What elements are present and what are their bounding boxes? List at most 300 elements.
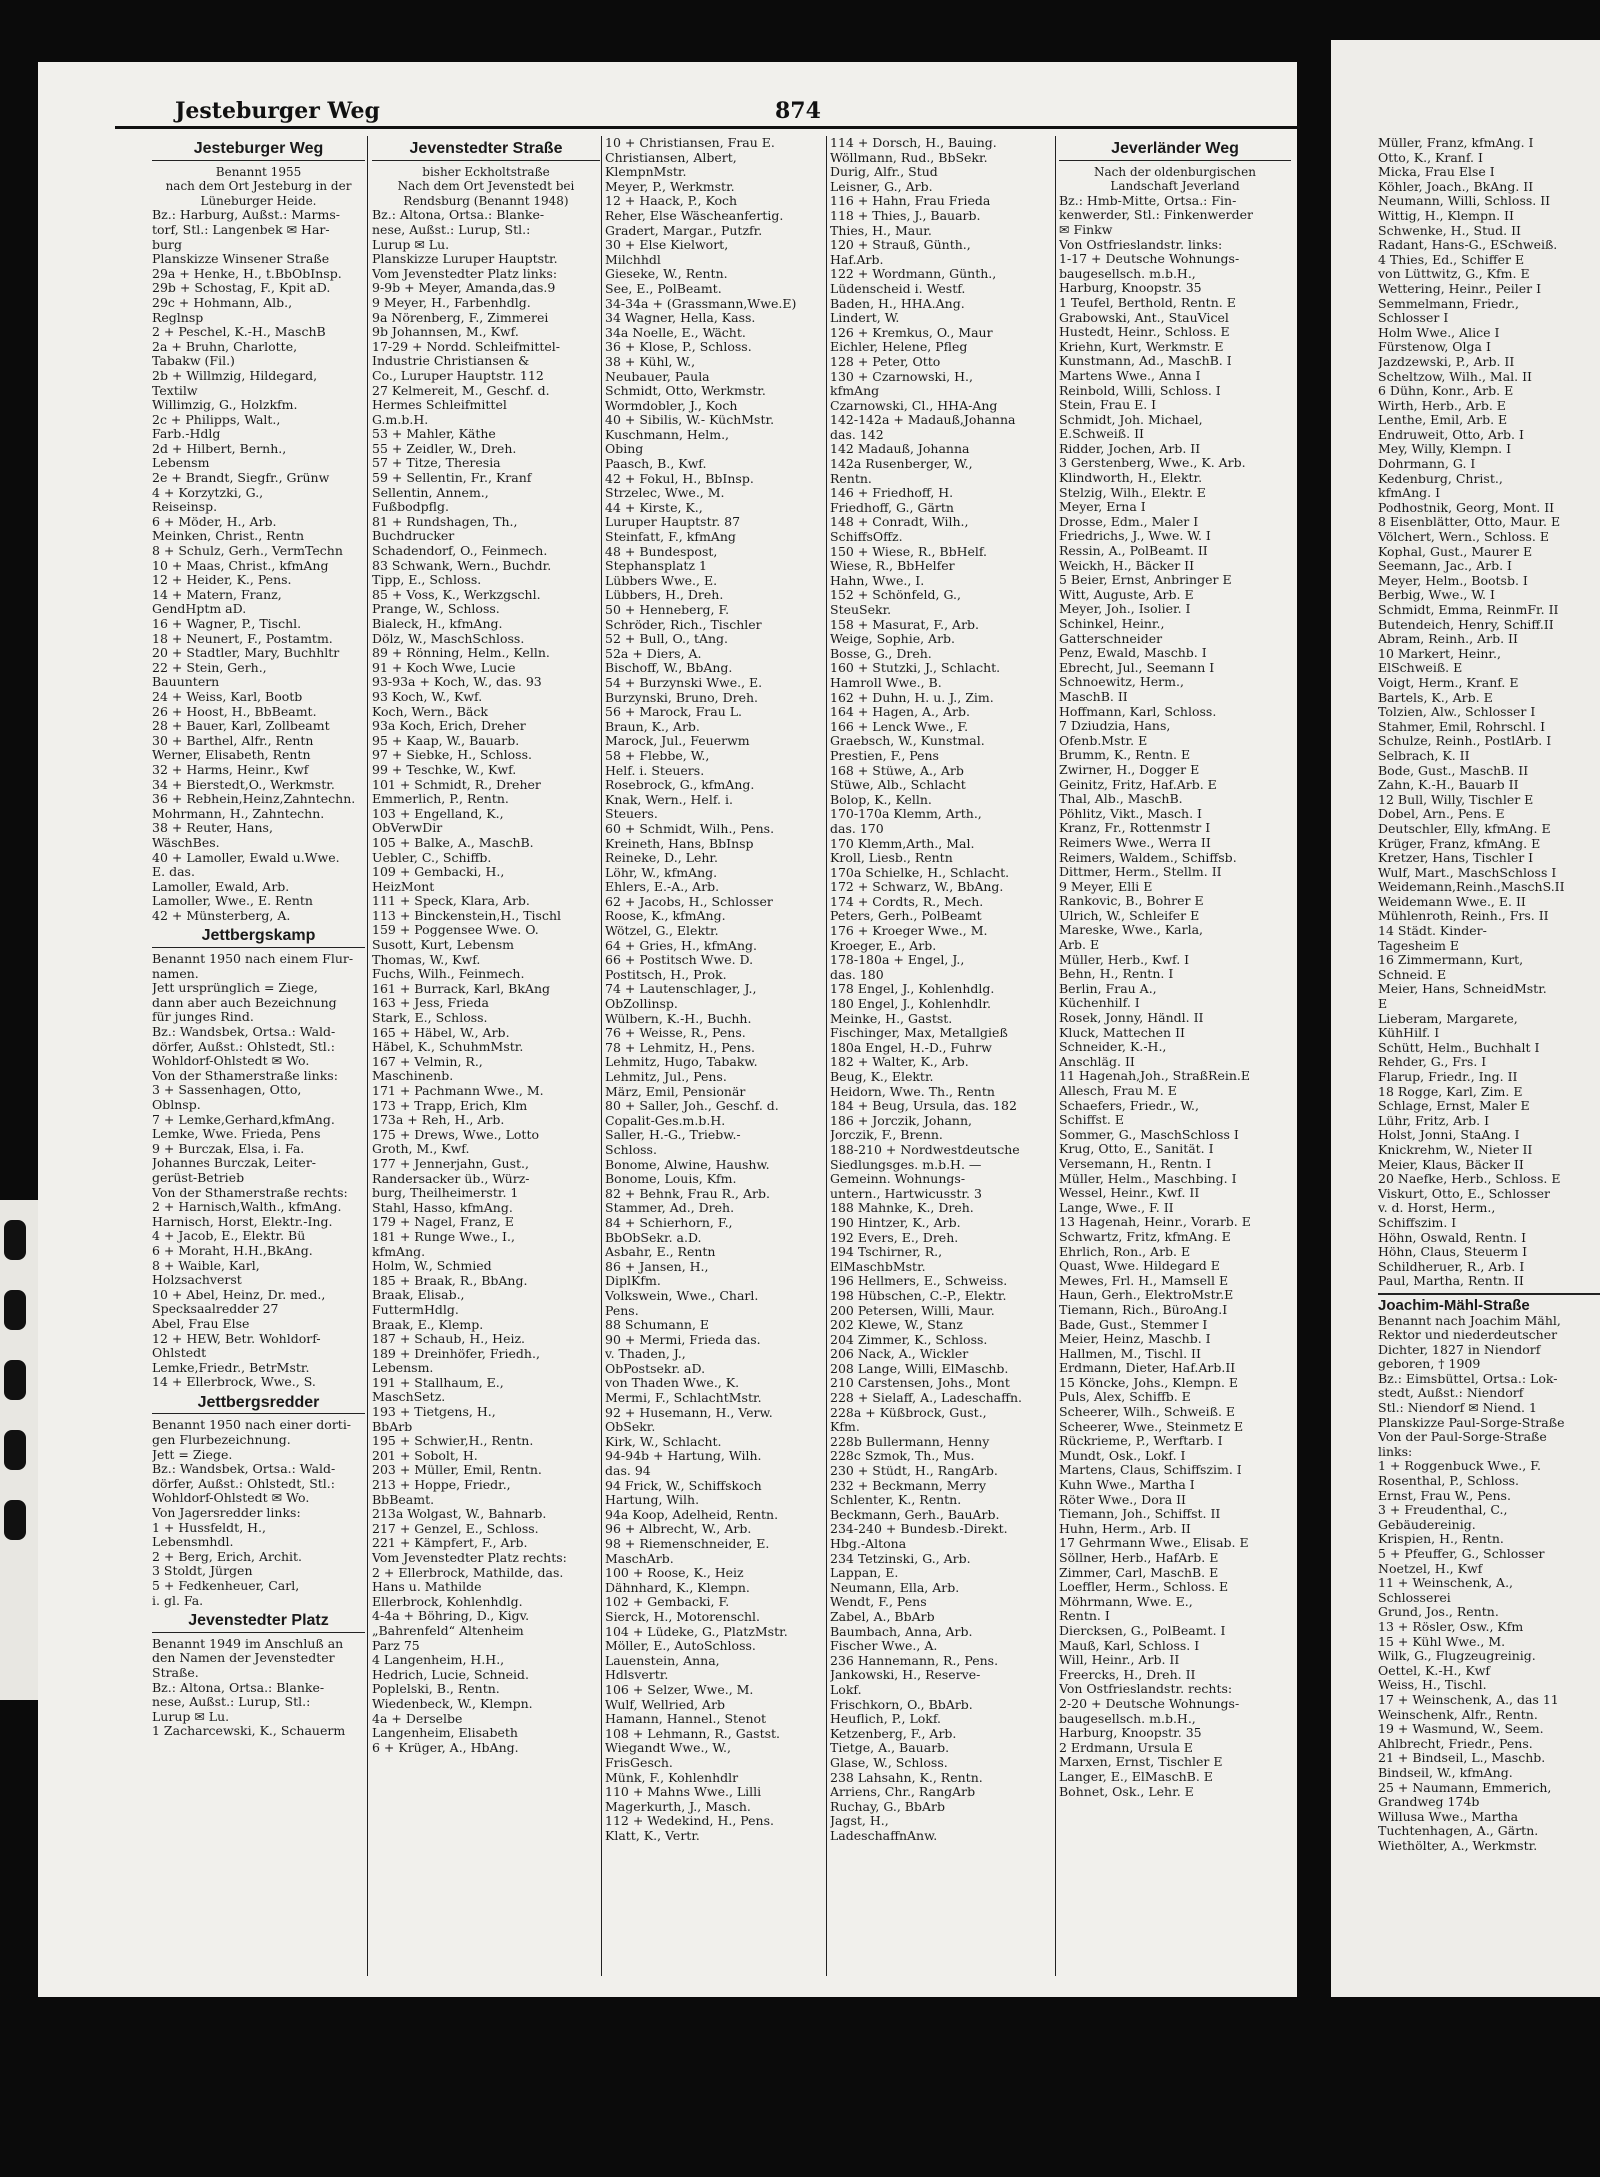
directory-entry: 164 + Hagen, A., Arb.: [830, 705, 970, 720]
directory-entry: 6 + Möder, H., Arb.: [152, 514, 277, 529]
directory-entry: Brumm, K., Rentn. E: [1059, 748, 1191, 763]
directory-entry: 3 Stoldt, Jürgen: [152, 1564, 253, 1579]
directory-entry: 17-29 + Nordd. Schleifmittel-: [372, 339, 560, 354]
directory-entry: 186 + Jorczik, Johann,: [830, 1113, 973, 1128]
directory-entry: Vom Jevenstedter Platz rechts:: [372, 1551, 567, 1565]
directory-entry: 29c + Hohmann, Alb.,: [152, 295, 293, 310]
running-head: Jesteburger Weg: [175, 98, 380, 124]
directory-entry: Versemann, H., Rentn. I: [1059, 1156, 1212, 1171]
directory-entry: Kroeger, E., Arb.: [830, 938, 937, 953]
directory-entry: 29b + Schostag, F., Kpit aD.: [152, 281, 331, 296]
directory-entry: Freercks, H., Dreh. II: [1059, 1667, 1196, 1682]
directory-entry: Jankowski, H., Reserve-: [830, 1668, 981, 1683]
directory-entry: nese, Außst.: Lurup, Stl.:: [372, 222, 531, 237]
directory-entry: SchiffsOffz.: [830, 530, 903, 545]
directory-entry: Wilk, G., Flugzeugreinig.: [1378, 1649, 1536, 1664]
directory-entry: FrisGesch.: [605, 1755, 673, 1770]
directory-entry: 4 + Korzytzki, G.,: [152, 485, 264, 500]
directory-entry: Planskizze Winsener Straße: [152, 252, 330, 267]
directory-entry: Lappan, E.: [830, 1566, 899, 1581]
directory-entry: Weidemann,Reinh.,MaschS.II: [1378, 880, 1565, 895]
directory-entry: Lokf.: [830, 1682, 862, 1697]
directory-entry: 12 + Heider, K., Pens.: [152, 573, 292, 588]
directory-entry: Kranz, Fr., Rottenmstr I: [1059, 821, 1211, 836]
directory-entry: Witt, Auguste, Arb. E: [1059, 587, 1194, 602]
directory-entry: BbBeamt.: [372, 1492, 435, 1507]
directory-entry: ElMaschbMstr.: [830, 1259, 926, 1274]
directory-entry: 228 + Sielaff, A., Ladeschaffn.: [830, 1391, 1022, 1406]
directory-entry: 170a Schielke, H., Schlacht.: [830, 865, 1010, 880]
directory-entry: HeizMont: [372, 879, 435, 894]
directory-entry: 167 + Velmin, R.,: [372, 1054, 483, 1069]
directory-entry: Schneid. E: [1378, 967, 1447, 982]
spine-mark: [4, 1360, 26, 1400]
directory-entry: Lübbers, H., Dreh.: [605, 588, 724, 603]
directory-entry: 25 + Naumann, Emmerich,: [1378, 1780, 1552, 1795]
directory-entry: 32 + Harms, Heinr., Kwf: [152, 762, 309, 777]
directory-entry: 7 + Lemke,Gerhard,kfmAng.: [152, 1112, 335, 1127]
directory-entry: KlempnMstr.: [605, 165, 687, 180]
directory-entry: gen Flurbezeichnung.: [152, 1433, 291, 1448]
directory-entry: 206 Nack, A., Wickler: [830, 1347, 969, 1362]
directory-entry: Hermes Schleifmittel: [372, 398, 507, 413]
directory-entry: Wirth, Herb., Arb. E: [1378, 398, 1506, 413]
directory-entry: 28 + Bauer, Karl, Zollbeamt: [152, 719, 330, 734]
directory-entry: 192 Evers, E., Dreh.: [830, 1230, 959, 1245]
directory-entry: Stahmer, Emil, Rohrschl. I: [1378, 719, 1546, 734]
directory-entry: 118 + Thies, J., Bauarb.: [830, 208, 981, 223]
directory-entry: Bz.: Harburg, Außst.: Marms-: [152, 208, 340, 223]
directory-entry: 26 + Hoost, H., BbBeamt.: [152, 704, 317, 719]
directory-entry: 194 Tschirner, R.,: [830, 1245, 943, 1260]
directory-entry: 14 Städt. Kinder-: [1378, 924, 1487, 939]
directory-entry: Meier, Hans, SchneidMstr.: [1378, 982, 1547, 997]
directory-entry: Zimmer, Carl, MaschB. E: [1059, 1565, 1219, 1580]
directory-entry: Luruper Hauptstr. 87: [605, 515, 741, 530]
directory-entry: i. gl. Fa.: [152, 1593, 204, 1608]
directory-entry: Marock, Jul., Feuerwm: [605, 734, 750, 749]
directory-entry: das. 94: [605, 1464, 651, 1479]
directory-entry: burg, Theilheimerstr. 1: [372, 1186, 519, 1201]
street-heading: Jevenstedter Platz: [152, 1614, 365, 1633]
directory-entry: Dohrmann, G. I: [1378, 457, 1476, 472]
directory-entry: Kroll, Liesb., Rentn: [830, 851, 953, 866]
directory-entry: Frischkorn, O., BbArb.: [830, 1697, 973, 1712]
directory-entry: Knickrehm, W., Nieter II: [1378, 1142, 1533, 1157]
directory-entry: 228c Szmok, Th., Mus.: [830, 1449, 975, 1464]
directory-entry: Stephansplatz 1: [605, 559, 707, 574]
directory-entry: 22 + Stein, Gerh.,: [152, 660, 267, 675]
directory-entry: Bz.: Wandsbek, Ortsa.: Wald-: [152, 1462, 336, 1477]
directory-entry: das. 170: [830, 821, 884, 836]
directory-entry: BbObSekr. a.D.: [605, 1230, 702, 1245]
directory-entry: Langer, E., ElMaschB. E: [1059, 1769, 1213, 1784]
column-rule: [601, 136, 602, 1976]
directory-entry: Stahl, Hasso, kfmAng.: [372, 1200, 513, 1215]
directory-entry: Wiethölter, A., Werkmstr.: [1378, 1838, 1538, 1853]
directory-entry: Maschinenb.: [372, 1069, 454, 1084]
directory-entry: Wiese, R., BbHelfer: [830, 559, 955, 574]
directory-entry: Schmidt, Joh. Michael,: [1059, 412, 1203, 427]
directory-entry: 99 + Teschke, W., Kwf.: [372, 762, 517, 777]
directory-entry: 142 Madauß, Johanna: [830, 442, 970, 457]
street-heading: Jettbergskamp: [152, 929, 365, 948]
directory-entry: Hahn, Wwe., I.: [830, 573, 925, 588]
directory-entry: Neumann, Ella, Arb.: [830, 1580, 960, 1595]
directory-entry: 4-4a + Böhring, D., Kigv.: [372, 1609, 530, 1624]
directory-entry: 10 + Abel, Heinz, Dr. med.,: [152, 1287, 326, 1302]
directory-entry: 188-210 + Nordwestdeutsche: [830, 1142, 1020, 1157]
directory-entry: 113 + Binckenstein,H., Tischl: [372, 908, 562, 923]
street-note: nach dem Ort Jesteburg in der: [165, 179, 352, 194]
directory-entry: Bade, Gust., Stemmer I: [1059, 1317, 1208, 1332]
directory-entry: Jorczik, F., Brenn.: [830, 1128, 943, 1143]
directory-entry: Ehlers, E.-A., Arb.: [605, 880, 720, 895]
directory-entry: Bz.: Hmb-Mitte, Ortsa.: Fin-: [1059, 193, 1237, 208]
directory-entry: 6 + Moraht, H.H.,BkAng.: [152, 1243, 313, 1258]
directory-entry: Bonome, Louis, Kfm.: [605, 1172, 737, 1187]
directory-entry: Stelzig, Wilh., Elektr. E: [1059, 485, 1206, 500]
directory-entry: Sellentin, Annem.,: [372, 485, 489, 500]
directory-entry: Bz.: Altona, Ortsa.: Blanke-: [372, 208, 545, 223]
directory-entry: Kreineth, Hans, BbInsp: [605, 836, 754, 851]
directory-entry: Tagesheim E: [1378, 938, 1460, 953]
directory-entry: 195 + Schwier,H., Rentn.: [372, 1434, 534, 1449]
street-heading: Jeverländer Weg: [1059, 142, 1291, 161]
directory-entry: 4 Langenheim, H.H.,: [372, 1653, 505, 1668]
directory-entry: Ehrlich, Ron., Arb. E: [1059, 1244, 1191, 1259]
directory-entry: 4a + Derselbe: [372, 1711, 463, 1726]
directory-entry: 163 + Jess, Frieda: [372, 996, 489, 1011]
directory-entry: Leisner, G., Arb.: [830, 179, 933, 194]
directory-entry: Jazdzewski, P., Arb. II: [1378, 354, 1515, 369]
directory-entry: Reimers, Waldem., Schiffsb.: [1059, 850, 1237, 865]
directory-entry: Langenheim, Elisabeth: [372, 1726, 518, 1741]
directory-entry: Tabakw (Fil.): [152, 354, 235, 369]
directory-entry: 38 + Reuter, Hans,: [152, 821, 273, 836]
directory-entry: Schmidt, Otto, Werkmstr.: [605, 384, 766, 399]
directory-entry: Bz.: Eimsbüttel, Ortsa.: Lok-: [1378, 1371, 1558, 1386]
directory-entry: 18 + Neunert, F., Postamtm.: [152, 631, 333, 646]
directory-entry: Jett = Ziege.: [152, 1447, 233, 1462]
directory-entry: 173a + Reh, H., Arb.: [372, 1113, 505, 1128]
directory-entry: Groth, M., Kwf.: [372, 1142, 470, 1157]
directory-entry: Bauuntern: [152, 675, 220, 690]
directory-entry: Buchdrucker: [372, 529, 455, 544]
directory-entry: Martens Wwe., Anna I: [1059, 368, 1201, 383]
directory-entry: 8 + Schulz, Gerh., VermTechn: [152, 544, 343, 559]
directory-entry: ObVerwDir: [372, 821, 443, 836]
directory-entry: Scheerer, Wilh., Schweiß. E: [1059, 1405, 1236, 1420]
directory-entry: Hamroll Wwe., B.: [830, 675, 942, 690]
directory-entry: 56 + Marock, Frau L.: [605, 705, 742, 720]
spine-mark: [4, 1290, 26, 1330]
directory-entry: 3 + Sassenhagen, Otto,: [152, 1083, 302, 1098]
directory-entry: Holzsachverst: [152, 1273, 242, 1288]
directory-entry: Stark, E., Schloss.: [372, 1011, 488, 1026]
directory-entry: Fürstenow, Olga I: [1378, 340, 1491, 355]
directory-entry: 12 Bull, Willy, Tischler E: [1378, 792, 1534, 807]
directory-entry: Schloss.: [605, 1142, 657, 1157]
directory-entry: Marxen, Ernst, Tischler E: [1059, 1755, 1223, 1770]
directory-entry: kfmAng.: [372, 1244, 426, 1259]
directory-entry: 64 + Gries, H., kfmAng.: [605, 938, 757, 953]
directory-entry: 230 + Stüdt, H., RangArb.: [830, 1464, 998, 1479]
directory-entry: 76 + Weisse, R., Pens.: [605, 1026, 746, 1041]
directory-entry: 142a Rusenberger, W.,: [830, 457, 973, 472]
directory-entry: Rektor und niederdeutscher: [1378, 1328, 1558, 1343]
directory-entry: 21 + Bindseil, L., Maschb.: [1378, 1751, 1546, 1766]
directory-entry: Mundt, Osk., Lokf. I: [1059, 1448, 1186, 1463]
spine-mark: [4, 1430, 26, 1470]
directory-entry: 97 + Siebke, H., Schloss.: [372, 748, 532, 763]
directory-entry: Poplelski, B., Rentn.: [372, 1682, 500, 1697]
directory-entry: 234-240 + Bundesb.-Direkt.: [830, 1522, 1008, 1537]
directory-entry: Voigt, Herm., Kranf. E: [1378, 675, 1519, 690]
directory-entry: 188 Mahnke, K., Dreh.: [830, 1201, 974, 1216]
directory-entry: 16 Zimmermann, Kurt,: [1378, 953, 1524, 968]
directory-entry: Oettel, K.-H., Kwf: [1378, 1663, 1491, 1678]
directory-entry: Kophal, Gust., Maurer E: [1378, 544, 1533, 559]
directory-entry: Fischinger, Max, Metallgieß: [830, 1026, 1008, 1041]
directory-entry: baugesellsch. m.b.H.,: [1059, 1711, 1196, 1726]
directory-entry: baugesellsch. m.b.H.,: [1059, 266, 1196, 281]
directory-entry: Tietge, A., Bauarb.: [830, 1741, 950, 1756]
directory-entry: Beug, K., Elektr.: [830, 1070, 934, 1084]
directory-entry: 14 + Matern, Franz,: [152, 587, 282, 602]
directory-entry: 148 + Conradt, Wilh.,: [830, 515, 969, 530]
directory-entry: Löhr, W., kfmAng.: [605, 865, 718, 880]
street-note: Lüneburger Heide.: [200, 193, 317, 208]
directory-entry: Reglnsp: [152, 310, 204, 325]
directory-entry: 213 + Hoppe, Friedr.,: [372, 1478, 511, 1493]
directory-entry: 11 Hagenah,Joh., StraßRein.E: [1059, 1069, 1250, 1084]
directory-entry: 102 + Gembacki, F.: [605, 1595, 730, 1610]
directory-entry: Münk, F., Kohlenhdlr: [605, 1770, 739, 1785]
directory-entry: 27 Kelmereit, M., Geschf. d.: [372, 383, 550, 398]
directory-entry: Viskurt, Otto, E., Schlosser: [1378, 1186, 1550, 1201]
directory-entry: Von Ostfrieslandstr. rechts:: [1059, 1682, 1233, 1697]
directory-entry: 109 + Gembacki, H.,: [372, 865, 505, 880]
directory-entry: Mareske, Wwe., Karla,: [1059, 923, 1204, 938]
directory-entry: 15 Köncke, Johs., Klempn. E: [1059, 1375, 1239, 1390]
directory-entry: Saller, H.-G., Triebw.-: [605, 1128, 741, 1143]
directory-entry: Geinitz, Fritz, Haf.Arb. E: [1059, 777, 1217, 792]
directory-entry: BbArb: [372, 1419, 413, 1434]
directory-entry: Schiffszim. I: [1378, 1215, 1457, 1230]
directory-entry: 86 + Jansen, H.,: [605, 1259, 709, 1274]
directory-entry: Loeffler, Herm., Schloss. E: [1059, 1580, 1229, 1595]
directory-entry: Durig, Alfr., Stud: [830, 165, 938, 180]
directory-entry: geboren, † 1909: [1378, 1357, 1481, 1372]
directory-entry: Rankovic, B., Bohrer E: [1059, 894, 1204, 909]
directory-entry: 232 + Beckmann, Merry: [830, 1478, 986, 1493]
directory-entry: Ebrecht, Jul., Seemann I: [1059, 660, 1215, 675]
directory-entry: Kfm.: [830, 1420, 860, 1435]
directory-entry: 234 Tetzinski, G., Arb.: [830, 1551, 971, 1566]
directory-entry: Ridder, Jochen, Arb. II: [1059, 441, 1201, 456]
directory-entry: Benannt 1949 im Anschluß an: [152, 1636, 344, 1651]
directory-entry: 165 + Häbel, W., Arb.: [372, 1025, 510, 1040]
directory-entry: Kuschmann, Helm.,: [605, 427, 730, 442]
directory-entry: 10 + Christiansen, Frau E.: [605, 136, 775, 150]
directory-entry: Meier, Klaus, Bäcker II: [1378, 1157, 1524, 1172]
directory-entry: Holm, W., Schmied: [372, 1259, 492, 1274]
directory-entry: 52 + Bull, O., tAng.: [605, 632, 729, 647]
directory-entry: torf, Stl.: Langenbek ✉ Har-: [152, 222, 330, 237]
directory-entry: Behn, H., Rentn. I: [1059, 967, 1174, 982]
directory-entry: 9b Johannsen, M., Kwf.: [372, 325, 519, 340]
directory-entry: 24 + Weiss, Karl, Bootb: [152, 689, 303, 704]
directory-entry: Quast, Wwe. Hildegard E: [1059, 1259, 1220, 1274]
directory-entry: 110 + Mahns Wwe., Lilli: [605, 1785, 762, 1800]
directory-entry: Hans u. Mathilde: [372, 1580, 482, 1595]
directory-entry: kfmAng. I: [1378, 486, 1441, 501]
directory-entry: 38 + Kühl, W.,: [605, 354, 696, 369]
directory-entry: Klatt, K., Vertr.: [605, 1828, 700, 1843]
directory-entry: Schwartz, Fritz, kfmAng. E: [1059, 1229, 1231, 1244]
directory-entry: Arb. E: [1059, 938, 1100, 953]
directory-entry: Parz 75: [372, 1638, 420, 1653]
directory-entry: 42 + Fokul, H., BbInsp.: [605, 471, 754, 486]
directory-entry: Penz, Ewald, Maschb. I: [1059, 646, 1207, 661]
directory-entry: Will, Heinr., Arb. II: [1059, 1653, 1180, 1668]
directory-entry: Bohnet, Osk., Lehr. E: [1059, 1784, 1194, 1799]
directory-entry: 8 Eisenblätter, Otto, Maur. E: [1378, 515, 1561, 530]
directory-entry: Arriens, Chr., RangArb: [830, 1785, 976, 1800]
directory-entry: von Lüttwitz, G., Kfm. E: [1378, 267, 1530, 282]
directory-entry: Schlenter, K., Rentn.: [830, 1493, 962, 1508]
spine-mark: [4, 1220, 26, 1260]
directory-entry: 93 Koch, W., Kwf.: [372, 689, 483, 704]
directory-entry: 40 + Lamoller, Ewald u.Wwe.: [152, 850, 340, 865]
directory-entry: See, E., PolBeamt.: [605, 281, 722, 296]
directory-entry: Tuchtenhagen, A., Gärtn.: [1378, 1824, 1539, 1839]
directory-entry: 20 + Stadtler, Mary, Buchhltr: [152, 646, 340, 661]
directory-entry: 170-170a Klemm, Arth.,: [830, 807, 982, 822]
directory-entry: Kedenburg, Christ.,: [1378, 471, 1503, 486]
directory-entry: 189 + Dreinhöfer, Friedh.,: [372, 1346, 540, 1361]
directory-entry: 44 + Kirste, K.,: [605, 500, 703, 515]
directory-entry: 178 Engel, J., Kohlenhdlg.: [830, 982, 995, 997]
directory-entry: 152 + Schönfeld, G.,: [830, 588, 961, 603]
directory-entry: FuttermHdlg.: [372, 1302, 459, 1317]
directory-entry: Weidemann Wwe., E. II: [1378, 894, 1526, 909]
directory-entry: für junges Rind.: [152, 1010, 254, 1025]
directory-entry: ObZollinsp.: [605, 997, 678, 1012]
directory-entry: 2 Erdmann, Ursula E: [1059, 1740, 1193, 1755]
directory-entry: 181 + Runge Wwe., I.,: [372, 1229, 515, 1244]
directory-entry: Prange, W., Schloss.: [372, 602, 500, 617]
column-rule: [1055, 136, 1056, 1976]
right-page-column: [1378, 136, 1600, 1853]
directory-entry: namen.: [152, 966, 199, 981]
directory-entry: Holst, Jonni, StaAng. I: [1378, 1128, 1520, 1143]
directory-entry: Wiegandt Wwe., W.,: [605, 1741, 732, 1756]
directory-entry: Magerkurth, J., Masch.: [605, 1799, 751, 1814]
directory-entry: Zahn, K.-H., Bauarb II: [1378, 778, 1519, 793]
directory-entry: Hallmen, M., Tischl. II: [1059, 1346, 1201, 1361]
directory-entry: Haf.Arb.: [830, 252, 884, 267]
directory-entry: Rosenthal, P., Schloss.: [1378, 1474, 1520, 1489]
directory-entry: Semmelmann, Friedr.,: [1378, 296, 1520, 311]
directory-entry: Siedlungsges. m.b.H. —: [830, 1157, 982, 1172]
directory-entry: 20 Naefke, Herb., Schloss. E: [1378, 1172, 1561, 1187]
street-note: Nach dem Ort Jevenstedt bei: [397, 179, 575, 194]
directory-entry: Wohldorf-Ohlstedt ✉ Wo.: [152, 1054, 310, 1069]
directory-entry: Ulrich, W., Schleifer E: [1059, 908, 1200, 923]
directory-entry: Rentn.: [830, 471, 872, 486]
directory-entry: Seemann, Jac., Arb. I: [1378, 559, 1512, 574]
directory-entry: Lauenstein, Anna,: [605, 1653, 720, 1668]
street-heading: Jesteburger Weg: [152, 142, 365, 161]
directory-entry: kfmAng: [830, 384, 880, 399]
directory-entry: Gatterschneider: [1059, 631, 1163, 646]
directory-entry: Lindert, W.: [830, 311, 900, 326]
directory-entry: Küchenhilf. I: [1059, 996, 1140, 1011]
directory-entry: Lühr, Fritz, Arb. I: [1378, 1113, 1490, 1128]
directory-entry: Scheerer, Wwe., Steinmetz E: [1059, 1419, 1244, 1434]
directory-entry: Willusa Wwe., Martha: [1378, 1809, 1519, 1824]
directory-entry: Ahlbrecht, Friedr., Pens.: [1378, 1736, 1533, 1751]
directory-entry: Schütt, Helm., Buchhalt I: [1378, 1040, 1540, 1055]
directory-entry: gerüst-Betrieb: [152, 1170, 245, 1185]
directory-entry: Erdmann, Dieter, Haf.Arb.II: [1059, 1361, 1236, 1376]
directory-entry: Czarnowski, Cl., HHA-Ang: [830, 398, 998, 413]
directory-entry: Bosse, G., Dreh.: [830, 646, 932, 661]
directory-entry: E. das.: [152, 865, 195, 880]
directory-entry: Röter Wwe., Dora II: [1059, 1492, 1186, 1507]
directory-entry: Paul, Martha, Rentn. II: [1378, 1274, 1524, 1289]
directory-entry: Scheltzow, Wilh., Mal. II: [1378, 369, 1532, 384]
directory-entry: Ruchay, G., BbArb: [830, 1799, 945, 1814]
directory-entry: 101 + Schmidt, R., Dreher: [372, 777, 541, 792]
directory-entry: Peters, Gerh., PolBeamt: [830, 909, 982, 924]
directory-entry: Wulf, Mart., MaschSchloss I: [1378, 865, 1557, 880]
directory-entry: 8 + Waible, Karl,: [152, 1258, 260, 1273]
directory-entry: 172 + Schwarz, W., BbAng.: [830, 880, 1004, 895]
directory-entry: 106 + Selzer, Wwe., M.: [605, 1682, 754, 1697]
directory-entry: Eichler, Helene, Pfleg: [830, 340, 968, 355]
directory-entry: 228b Bullermann, Henny: [830, 1434, 990, 1449]
directory-entry: Steuers.: [605, 807, 658, 822]
directory-entry: Schlosser I: [1378, 311, 1449, 326]
directory-entry: 9-9b + Meyer, Amanda,das.9: [372, 281, 556, 296]
page-number: 874: [775, 98, 821, 124]
directory-entry: Lange, Wwe., F. II: [1059, 1200, 1174, 1215]
directory-entry: Selbrach, K. II: [1378, 748, 1470, 763]
directory-entry: Textilw: [152, 383, 198, 398]
directory-entry: 7 Dziudzia, Hans,: [1059, 719, 1171, 734]
directory-entry: Kretzer, Hans, Tischler I: [1378, 851, 1534, 866]
directory-entry: März, Emil, Pensionär: [605, 1084, 746, 1099]
directory-entry: 180 Engel, J., Kohlenhdlr.: [830, 997, 991, 1012]
directory-entry: Rehder, G., Frs. I: [1378, 1055, 1487, 1070]
directory-entry: MaschSetz.: [372, 1390, 446, 1405]
directory-entry: 66 + Postitsch Wwe. D.: [605, 953, 754, 968]
directory-entry: E: [1378, 997, 1388, 1012]
directory-entry: 100 + Roose, K., Heiz: [605, 1566, 744, 1581]
directory-entry: Bz.: Wandsbek, Ortsa.: Wald-: [152, 1025, 336, 1040]
directory-entry: Ressin, A., PolBeamt. II: [1059, 544, 1208, 559]
directory-entry: Jagst, H.,: [830, 1814, 889, 1829]
directory-entry: 57 + Titze, Theresia: [372, 456, 501, 471]
directory-entry: 120 + Strauß, Günth.,: [830, 238, 971, 253]
directory-entry: Friedrichs, J., Wwe. W. I: [1059, 529, 1211, 544]
directory-entry: 104 + Lüdeke, G., PlatzMstr.: [605, 1624, 788, 1639]
directory-entry: Bode, Gust., MaschB. II: [1378, 763, 1529, 778]
directory-entry: Endruweit, Otto, Arb. I: [1378, 427, 1524, 442]
